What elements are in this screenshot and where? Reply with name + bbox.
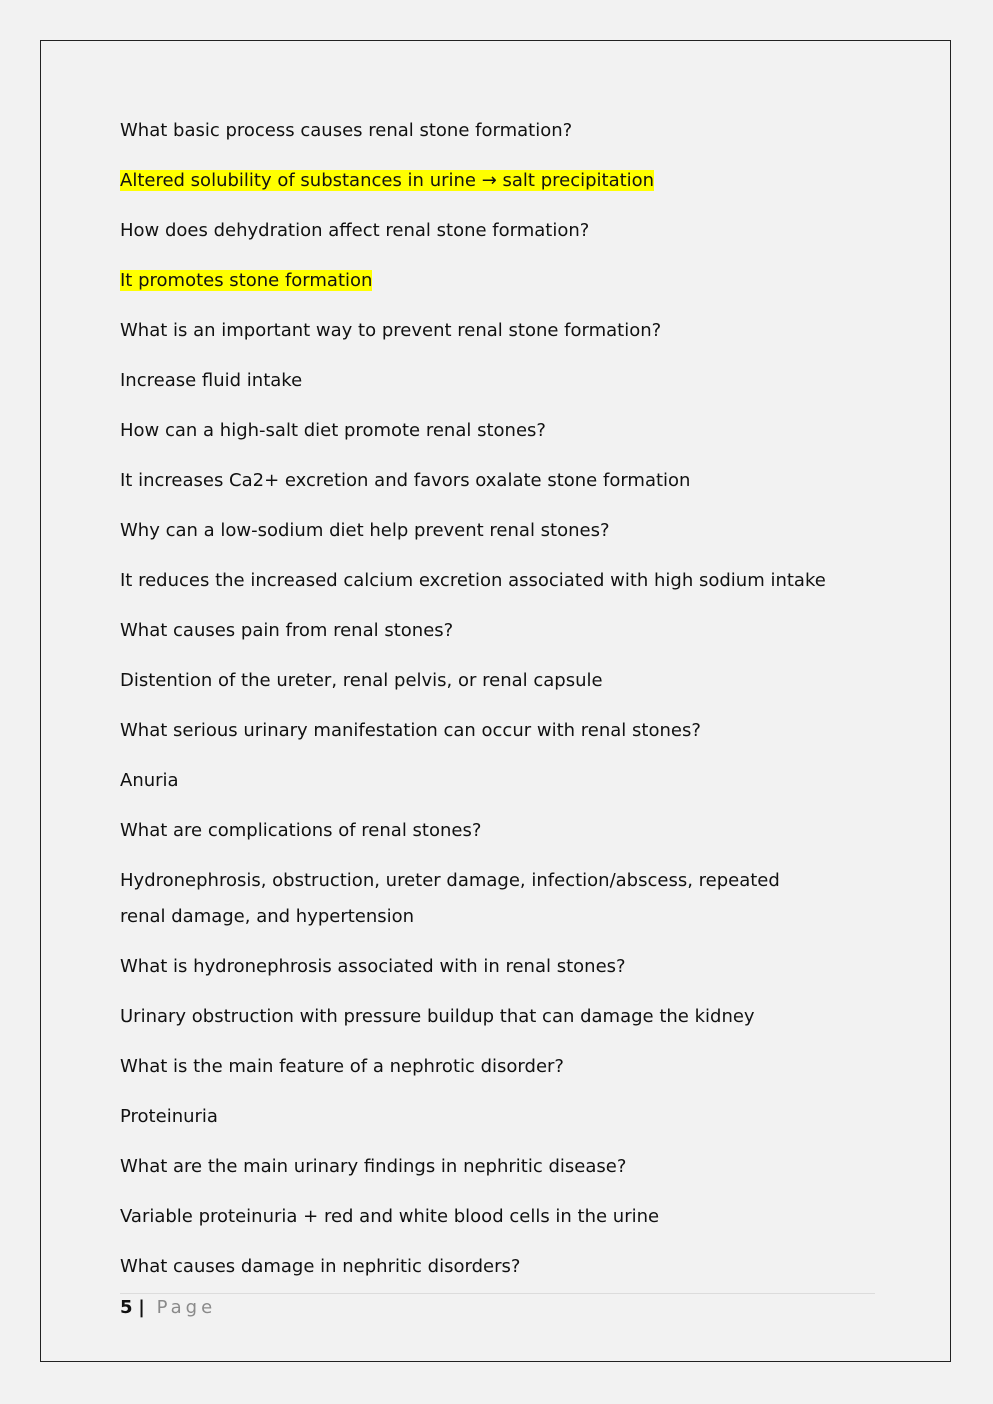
question-line: What are the main urinary findings in nephritic disease? bbox=[120, 1156, 627, 1177]
question-line: What is an important way to prevent renal stone formation? bbox=[120, 320, 662, 341]
highlighted-text: Altered solubility of substances in urine → salt precipitation bbox=[120, 170, 655, 191]
question-line: What is hydronephrosis associated with in renal stones? bbox=[120, 956, 626, 977]
answer-line: Distention of the ureter, renal pelvis, or renal capsule bbox=[120, 670, 603, 691]
answer-line: Increase fluid intake bbox=[120, 370, 303, 391]
answer-line: Hydronephrosis, obstruction, ureter damage, infection/abscess, repeated renal damage, and hypertension bbox=[120, 870, 780, 927]
highlighted-text: It promotes stone formation bbox=[120, 270, 373, 291]
answer-line: Proteinuria bbox=[120, 1106, 218, 1127]
answer-line: Anuria bbox=[120, 770, 179, 791]
question-line: How can a high-salt diet promote renal stones? bbox=[120, 420, 546, 441]
question-line: What serious urinary manifestation can occur with renal stones? bbox=[120, 720, 701, 741]
answer-line bbox=[120, 171, 654, 191]
footer-separator: | bbox=[138, 1297, 145, 1318]
footer-divider bbox=[120, 1293, 875, 1294]
question-line: What is the main feature of a nephrotic disorder? bbox=[120, 1056, 564, 1077]
question-line: What are complications of renal stones? bbox=[120, 820, 482, 841]
page-label: Page bbox=[156, 1297, 217, 1318]
question-line: What causes pain from renal stones? bbox=[120, 620, 454, 641]
answer-line: Urinary obstruction with pressure buildup that can damage the kidney bbox=[120, 1006, 755, 1027]
answer-line bbox=[120, 271, 372, 291]
question-line: What causes damage in nephritic disorders? bbox=[120, 1256, 521, 1277]
answer-line: It increases Ca2+ excretion and favors oxalate stone formation bbox=[120, 470, 691, 491]
page-footer bbox=[120, 1298, 216, 1318]
question-line: Why can a low-sodium diet help prevent renal stones? bbox=[120, 520, 610, 541]
page-number: 5 bbox=[120, 1297, 133, 1318]
answer-line: It reduces the increased calcium excretion associated with high sodium intake bbox=[120, 570, 826, 591]
question-line: How does dehydration affect renal stone formation? bbox=[120, 220, 590, 241]
answer-line: Variable proteinuria + red and white blood cells in the urine bbox=[120, 1206, 660, 1227]
question-line: What basic process causes renal stone formation? bbox=[120, 120, 573, 141]
